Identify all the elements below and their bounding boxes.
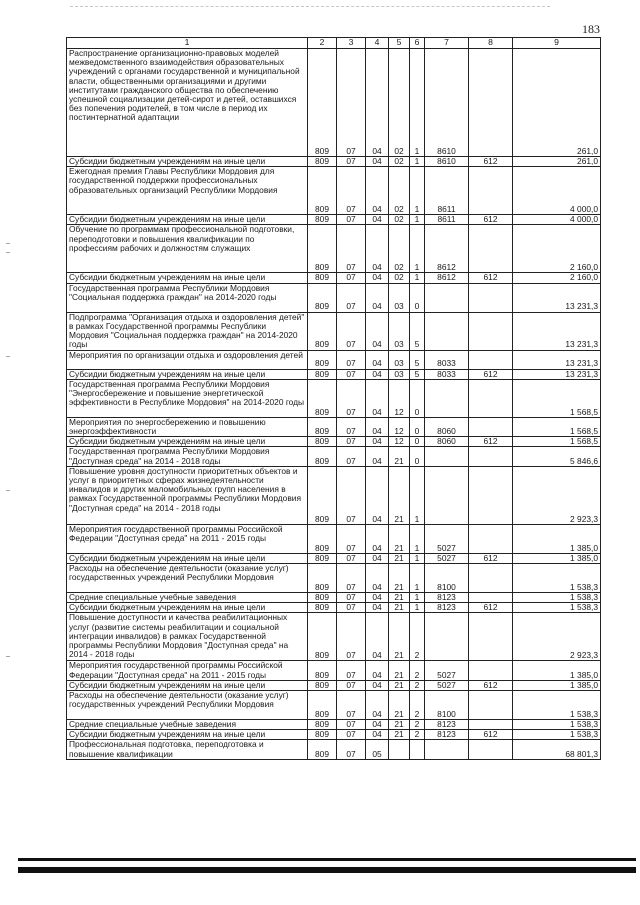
table-row	[67, 740, 601, 759]
row-code-cell: 1	[410, 167, 425, 215]
row-code-cell: 0	[410, 283, 425, 312]
row-code-cell: 04	[366, 603, 389, 613]
table-row	[67, 225, 601, 273]
row-amount-cell: 1 385,0	[513, 680, 601, 690]
row-code-cell: 809	[308, 157, 337, 167]
row-amount-cell: 13 231,3	[513, 369, 601, 379]
row-amount-cell: 68 801,3	[513, 740, 601, 759]
row-amount-cell: 4 000,0	[513, 215, 601, 225]
row-code-cell	[425, 379, 469, 417]
row-code-cell: 809	[308, 730, 337, 740]
column-header: 8	[469, 38, 513, 49]
row-code-cell: 2	[410, 730, 425, 740]
scan-margin-mark	[6, 356, 10, 357]
row-code-cell: 03	[389, 369, 410, 379]
row-amount-cell: 2 160,0	[513, 225, 601, 273]
row-name-cell: Субсидии бюджетным учреждениям на иные цели	[67, 369, 308, 379]
scan-top-edge	[70, 6, 550, 11]
row-code-cell	[425, 466, 469, 524]
row-code-cell	[469, 613, 513, 661]
row-code-cell: 809	[308, 437, 337, 447]
row-code-cell: 04	[366, 524, 389, 553]
table-row	[67, 437, 601, 447]
row-code-cell: 04	[366, 350, 389, 369]
row-code-cell: 07	[337, 691, 366, 720]
row-amount-cell: 1 568,5	[513, 437, 601, 447]
scan-margin-mark	[6, 243, 10, 244]
column-header: 1	[67, 38, 308, 49]
row-code-cell: 0	[410, 379, 425, 417]
budget-table	[66, 37, 601, 760]
row-name-cell: Средние специальные учебные заведения	[67, 720, 308, 730]
row-code-cell: 809	[308, 225, 337, 273]
row-code-cell: 03	[389, 350, 410, 369]
row-code-cell: 07	[337, 167, 366, 215]
column-header: 9	[513, 38, 601, 49]
table-row	[67, 283, 601, 312]
table-row	[67, 49, 601, 157]
row-code-cell: 04	[366, 369, 389, 379]
row-name-cell: Субсидии бюджетным учреждениям на иные цели	[67, 730, 308, 740]
row-code-cell: 8123	[425, 730, 469, 740]
row-code-cell: 02	[389, 215, 410, 225]
row-name-cell: Расходы на обеспечение деятельности (оказание услуг) государственных учреждений Республики Мордовия	[67, 691, 308, 720]
row-code-cell: 21	[389, 466, 410, 524]
row-name-cell: Государственная программа Республики Мордовия "Энергосбережение и повышение энергетической эффективности в Республике Мордовия" на 2014-2020 годы	[67, 379, 308, 417]
row-code-cell: 07	[337, 613, 366, 661]
row-code-cell	[425, 312, 469, 350]
row-code-cell	[469, 312, 513, 350]
row-name-cell: Мероприятия государственной программы Российской Федерации "Доступная среда" на 2011 - 2015 годы	[67, 524, 308, 553]
row-code-cell	[425, 447, 469, 466]
row-amount-cell: 13 231,3	[513, 312, 601, 350]
table-row	[67, 312, 601, 350]
row-code-cell: 07	[337, 593, 366, 603]
row-code-cell: 07	[337, 283, 366, 312]
table-row	[67, 553, 601, 563]
row-code-cell: 1	[410, 564, 425, 593]
row-code-cell: 04	[366, 680, 389, 690]
row-name-cell: Субсидии бюджетным учреждениям на иные цели	[67, 215, 308, 225]
row-code-cell: 1	[410, 273, 425, 283]
row-code-cell: 809	[308, 283, 337, 312]
row-name-cell: Повышение уровня доступности приоритетных объектов и услуг в приоритетных сферах жизнедеятельности инвалидов и других маломобильных групп населения в рамках Государственной программы Республики Мордовия "Доступная среда" на 2014 - 2018 годы	[67, 466, 308, 524]
row-code-cell: 8123	[425, 593, 469, 603]
row-name-cell: Субсидии бюджетным учреждениям на иные цели	[67, 437, 308, 447]
row-code-cell: 21	[389, 593, 410, 603]
row-code-cell: 612	[469, 553, 513, 563]
row-amount-cell: 13 231,3	[513, 350, 601, 369]
row-code-cell: 04	[366, 49, 389, 157]
row-code-cell	[389, 740, 410, 759]
row-code-cell: 809	[308, 273, 337, 283]
row-name-cell: Ежегодная премия Главы Республики Мордовия для государственной поддержки профессиональных образовательных организаций Республики Мордовия	[67, 167, 308, 215]
row-code-cell: 04	[366, 225, 389, 273]
row-code-cell: 07	[337, 369, 366, 379]
table-header-row	[67, 38, 601, 49]
row-name-cell: Субсидии бюджетным учреждениям на иные цели	[67, 603, 308, 613]
row-code-cell: 8123	[425, 603, 469, 613]
column-header: 5	[389, 38, 410, 49]
row-code-cell: 612	[469, 273, 513, 283]
row-code-cell: 04	[366, 720, 389, 730]
scan-margin-mark	[6, 656, 10, 657]
row-code-cell: 612	[469, 603, 513, 613]
table-row	[67, 417, 601, 436]
column-header: 4	[366, 38, 389, 49]
row-code-cell: 02	[389, 157, 410, 167]
row-code-cell: 02	[389, 225, 410, 273]
row-code-cell: 1	[410, 603, 425, 613]
row-code-cell	[410, 740, 425, 759]
row-code-cell: 03	[389, 312, 410, 350]
row-name-cell: Обучение по программам профессиональной подготовки, переподготовки и повышения квалификации по профессиям рабочих и должностям служащих	[67, 225, 308, 273]
row-code-cell: 8060	[425, 437, 469, 447]
table-row	[67, 524, 601, 553]
row-code-cell: 07	[337, 215, 366, 225]
row-code-cell: 07	[337, 553, 366, 563]
row-code-cell: 8060	[425, 417, 469, 436]
row-code-cell: 8611	[425, 167, 469, 215]
row-code-cell: 809	[308, 564, 337, 593]
table-row	[67, 680, 601, 690]
row-code-cell: 8611	[425, 215, 469, 225]
table-row	[67, 661, 601, 680]
row-code-cell: 1	[410, 593, 425, 603]
column-header: 7	[425, 38, 469, 49]
row-code-cell: 21	[389, 691, 410, 720]
row-code-cell: 8123	[425, 720, 469, 730]
row-code-cell	[425, 283, 469, 312]
row-amount-cell: 1 538,3	[513, 720, 601, 730]
table-row	[67, 730, 601, 740]
row-code-cell: 809	[308, 593, 337, 603]
row-code-cell: 1	[410, 553, 425, 563]
row-code-cell: 04	[366, 593, 389, 603]
row-code-cell: 07	[337, 49, 366, 157]
row-code-cell: 05	[366, 740, 389, 759]
row-name-cell: Расходы на обеспечение деятельности (оказание услуг) государственных учреждений Республики Мордовия	[67, 564, 308, 593]
row-amount-cell: 2 923,3	[513, 466, 601, 524]
row-code-cell: 8033	[425, 369, 469, 379]
row-code-cell: 5	[410, 350, 425, 369]
row-amount-cell: 1 385,0	[513, 524, 601, 553]
row-code-cell: 5027	[425, 553, 469, 563]
row-amount-cell: 5 846,6	[513, 447, 601, 466]
row-code-cell: 0	[410, 417, 425, 436]
row-code-cell: 809	[308, 680, 337, 690]
row-code-cell: 809	[308, 691, 337, 720]
row-code-cell: 07	[337, 157, 366, 167]
row-code-cell: 809	[308, 215, 337, 225]
scan-margin-mark	[6, 252, 10, 253]
row-name-cell: Субсидии бюджетным учреждениям на иные цели	[67, 273, 308, 283]
row-code-cell: 809	[308, 447, 337, 466]
row-code-cell: 07	[337, 564, 366, 593]
row-amount-cell: 1 568,5	[513, 379, 601, 417]
row-code-cell: 2	[410, 613, 425, 661]
row-code-cell: 809	[308, 720, 337, 730]
table-row	[67, 691, 601, 720]
row-code-cell: 07	[337, 661, 366, 680]
row-code-cell: 5027	[425, 524, 469, 553]
row-code-cell: 04	[366, 730, 389, 740]
scan-bottom-edge	[18, 858, 636, 861]
row-name-cell: Государственная программа Республики Мордовия "Доступная среда" на 2014 - 2018 годы	[67, 447, 308, 466]
row-code-cell: 8033	[425, 350, 469, 369]
row-code-cell: 07	[337, 379, 366, 417]
row-code-cell: 1	[410, 466, 425, 524]
row-code-cell	[469, 564, 513, 593]
page-number: 183	[582, 22, 600, 36]
row-code-cell: 809	[308, 661, 337, 680]
row-name-cell: Субсидии бюджетным учреждениям на иные цели	[67, 157, 308, 167]
row-code-cell: 612	[469, 437, 513, 447]
row-code-cell: 07	[337, 730, 366, 740]
row-code-cell: 07	[337, 417, 366, 436]
row-code-cell: 2	[410, 680, 425, 690]
row-code-cell: 07	[337, 603, 366, 613]
row-amount-cell: 1 538,3	[513, 593, 601, 603]
row-code-cell: 21	[389, 680, 410, 690]
row-code-cell: 612	[469, 680, 513, 690]
row-code-cell: 2	[410, 661, 425, 680]
row-code-cell: 04	[366, 379, 389, 417]
row-code-cell: 21	[389, 524, 410, 553]
column-header: 6	[410, 38, 425, 49]
row-code-cell: 1	[410, 157, 425, 167]
row-code-cell: 8610	[425, 49, 469, 157]
column-header: 2	[308, 38, 337, 49]
table-row	[67, 350, 601, 369]
scan-margin-mark	[6, 490, 10, 491]
row-code-cell: 07	[337, 466, 366, 524]
row-code-cell: 02	[389, 49, 410, 157]
row-code-cell: 07	[337, 437, 366, 447]
row-code-cell	[425, 740, 469, 759]
row-code-cell: 809	[308, 417, 337, 436]
row-code-cell: 21	[389, 661, 410, 680]
row-code-cell: 02	[389, 167, 410, 215]
row-code-cell: 809	[308, 350, 337, 369]
row-code-cell	[469, 283, 513, 312]
row-code-cell: 2	[410, 720, 425, 730]
row-code-cell: 8100	[425, 564, 469, 593]
row-code-cell: 809	[308, 553, 337, 563]
row-code-cell: 5	[410, 369, 425, 379]
row-code-cell: 5	[410, 312, 425, 350]
row-code-cell: 612	[469, 369, 513, 379]
row-code-cell: 21	[389, 553, 410, 563]
row-code-cell: 04	[366, 417, 389, 436]
row-amount-cell: 1 538,3	[513, 564, 601, 593]
row-amount-cell: 4 000,0	[513, 167, 601, 215]
row-code-cell: 04	[366, 661, 389, 680]
row-code-cell	[469, 379, 513, 417]
row-code-cell: 21	[389, 447, 410, 466]
row-code-cell: 07	[337, 720, 366, 730]
table-row	[67, 564, 601, 593]
table-row	[67, 369, 601, 379]
row-code-cell: 04	[366, 273, 389, 283]
row-code-cell: 07	[337, 680, 366, 690]
row-code-cell: 1	[410, 215, 425, 225]
row-code-cell: 04	[366, 283, 389, 312]
row-code-cell: 809	[308, 603, 337, 613]
row-code-cell: 21	[389, 730, 410, 740]
row-code-cell: 07	[337, 740, 366, 759]
row-code-cell: 07	[337, 225, 366, 273]
row-name-cell: Мероприятия по организации отдыха и оздоровления детей	[67, 350, 308, 369]
row-code-cell: 07	[337, 273, 366, 283]
row-code-cell: 04	[366, 447, 389, 466]
row-amount-cell: 2 923,3	[513, 613, 601, 661]
row-code-cell: 0	[410, 447, 425, 466]
row-name-cell: Мероприятия государственной программы Российской Федерации "Доступная среда" на 2011 - 2015 годы	[67, 661, 308, 680]
row-amount-cell: 1 538,3	[513, 603, 601, 613]
row-amount-cell: 261,0	[513, 157, 601, 167]
row-code-cell	[469, 740, 513, 759]
row-code-cell	[469, 593, 513, 603]
table-row	[67, 273, 601, 283]
table-row	[67, 613, 601, 661]
row-code-cell: 5027	[425, 680, 469, 690]
table-row	[67, 447, 601, 466]
row-code-cell: 12	[389, 379, 410, 417]
row-name-cell: Субсидии бюджетным учреждениям на иные цели	[67, 553, 308, 563]
row-code-cell: 5027	[425, 661, 469, 680]
row-code-cell: 809	[308, 49, 337, 157]
row-code-cell	[469, 661, 513, 680]
row-code-cell: 809	[308, 466, 337, 524]
row-code-cell: 612	[469, 730, 513, 740]
row-code-cell: 04	[366, 167, 389, 215]
row-code-cell: 12	[389, 437, 410, 447]
row-code-cell: 809	[308, 312, 337, 350]
row-amount-cell: 1 568,5	[513, 417, 601, 436]
row-code-cell: 809	[308, 167, 337, 215]
table-row	[67, 215, 601, 225]
row-code-cell: 21	[389, 603, 410, 613]
row-code-cell	[469, 350, 513, 369]
row-code-cell: 612	[469, 157, 513, 167]
row-code-cell: 1	[410, 49, 425, 157]
row-amount-cell: 261,0	[513, 49, 601, 157]
row-name-cell: Средние специальные учебные заведения	[67, 593, 308, 603]
row-code-cell: 809	[308, 379, 337, 417]
row-amount-cell: 1 538,3	[513, 691, 601, 720]
row-code-cell: 2	[410, 691, 425, 720]
row-code-cell: 8100	[425, 691, 469, 720]
table-row	[67, 593, 601, 603]
row-code-cell: 04	[366, 553, 389, 563]
row-amount-cell: 13 231,3	[513, 283, 601, 312]
row-code-cell: 8610	[425, 157, 469, 167]
row-name-cell: Государственная программа Республики Мордовия "Социальная поддержка граждан" на 2014-2020 годы	[67, 283, 308, 312]
row-code-cell: 0	[410, 437, 425, 447]
table-row	[67, 603, 601, 613]
row-code-cell: 12	[389, 417, 410, 436]
row-amount-cell: 1 385,0	[513, 661, 601, 680]
row-code-cell: 02	[389, 273, 410, 283]
row-code-cell: 809	[308, 740, 337, 759]
table-row	[67, 379, 601, 417]
row-name-cell: Повышение доступности и качества реабилитационных услуг (развитие системы реабилитации и социальной интеграции инвалидов) в рамках Государственной программы Республики Мордовия "Доступная среда" на 2014 - 2018 годы	[67, 613, 308, 661]
row-code-cell	[469, 49, 513, 157]
table-row	[67, 720, 601, 730]
row-name-cell: Мероприятия по энергосбережению и повышению энергоэффективности	[67, 417, 308, 436]
row-code-cell: 1	[410, 524, 425, 553]
row-code-cell: 04	[366, 215, 389, 225]
row-code-cell	[469, 417, 513, 436]
row-code-cell: 04	[366, 466, 389, 524]
row-name-cell: Субсидии бюджетным учреждениям на иные цели	[67, 680, 308, 690]
row-code-cell	[469, 167, 513, 215]
row-code-cell: 04	[366, 613, 389, 661]
row-code-cell: 04	[366, 564, 389, 593]
table-row	[67, 157, 601, 167]
row-code-cell: 809	[308, 369, 337, 379]
row-code-cell	[469, 720, 513, 730]
row-amount-cell: 1 538,3	[513, 730, 601, 740]
row-code-cell	[469, 225, 513, 273]
row-code-cell: 03	[389, 283, 410, 312]
table-row	[67, 167, 601, 215]
row-name-cell: Подпрограмма "Организация отдыха и оздоровления детей" в рамках Государственной программы Республики Мордовия "Социальная поддержка граждан" на 2014-2020 годы	[67, 312, 308, 350]
row-code-cell: 1	[410, 225, 425, 273]
row-name-cell: Профессиональная подготовка, переподготовка и повышение квалификации	[67, 740, 308, 759]
row-code-cell: 21	[389, 720, 410, 730]
row-code-cell	[469, 691, 513, 720]
row-code-cell: 612	[469, 215, 513, 225]
row-code-cell: 8612	[425, 225, 469, 273]
row-code-cell: 07	[337, 524, 366, 553]
row-code-cell	[425, 613, 469, 661]
row-code-cell: 809	[308, 524, 337, 553]
row-code-cell: 21	[389, 564, 410, 593]
scan-bottom-edge	[18, 867, 636, 873]
row-name-cell: Распространение организационно-правовых моделей межведомственного взаимодействия образовательных учреждений с органами государственной и муниципальной власти, общественными организациями и другими институтами гражданского общества по обеспечению успешной социализации детей-сирот и детей, оставшихся без попечения родителей, в том числе в период их постинтернатной адаптации	[67, 49, 308, 157]
row-amount-cell: 2 160,0	[513, 273, 601, 283]
row-code-cell: 07	[337, 312, 366, 350]
row-code-cell: 809	[308, 613, 337, 661]
row-code-cell: 04	[366, 437, 389, 447]
row-code-cell: 21	[389, 613, 410, 661]
row-code-cell: 04	[366, 691, 389, 720]
row-code-cell: 07	[337, 447, 366, 466]
row-amount-cell: 1 385,0	[513, 553, 601, 563]
row-code-cell: 8612	[425, 273, 469, 283]
row-code-cell: 07	[337, 350, 366, 369]
column-header: 3	[337, 38, 366, 49]
table-row	[67, 466, 601, 524]
row-code-cell: 04	[366, 312, 389, 350]
row-code-cell	[469, 466, 513, 524]
row-code-cell	[469, 524, 513, 553]
row-code-cell	[469, 447, 513, 466]
row-code-cell: 04	[366, 157, 389, 167]
